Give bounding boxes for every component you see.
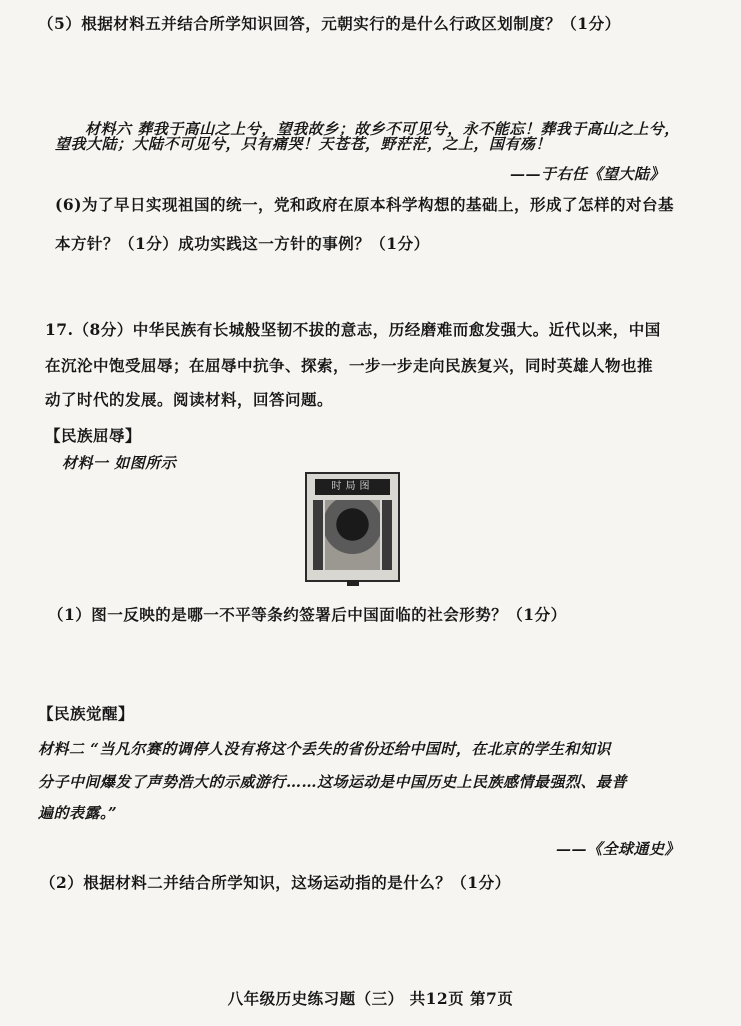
page-footer: 八年级历史练习题（三） 共12页 第7页: [227, 989, 514, 1008]
question-17-line-1: 17.（8分）中华民族有长城般坚韧不拔的意志，历经磨难而愈发强大。近代以来，中国: [45, 320, 661, 339]
question-2: （2）根据材料二并结合所学知识，这场运动指的是什么？（1分）: [40, 873, 511, 892]
question-17-line-3: 动了时代的发展。阅读材料，回答问题。: [45, 390, 334, 409]
section-title-humiliation: 【民族屈辱】: [45, 426, 142, 445]
material-2-line-2: 分子中间爆发了声势浩大的示威游行……这场运动是中国历史上民族感情最强烈、最普: [38, 773, 628, 791]
current-situation-poster-image: [305, 472, 400, 582]
question-1: （1）图一反映的是哪一不平等条约签署后中国面临的社会形势？（1分）: [48, 605, 567, 624]
question-5: （5）根据材料五并结合所学知识回答，元朝实行的是什么行政区划制度？（1分）: [38, 14, 621, 33]
poster-title: 时局图: [315, 479, 390, 495]
question-6-line-1: (6)为了早日实现祖国的统一，党和政府在原本科学构想的基础上，形成了怎样的对台基: [55, 195, 674, 214]
material-2-source: ——《全球通史》: [555, 840, 680, 858]
poster-map: [325, 500, 380, 570]
section-title-awakening: 【民族觉醒】: [38, 704, 135, 723]
poster-side-text-right: [382, 500, 392, 570]
material-6-source: ——于右任《望大陆》: [509, 165, 665, 183]
poster-caption-mark: [347, 580, 359, 586]
question-17-line-2: 在沉沦中饱受屈辱；在屈辱中抗争、探索，一步一步走向民族复兴，同时英雄人物也推: [45, 356, 654, 375]
material-2-line-3: 遍的表露。”: [38, 804, 118, 822]
material-1-label: 材料一 如图所示: [62, 454, 177, 472]
material-6-line-2: 望我大陆；大陆不可见兮，只有痛哭！天苍苍，野茫茫，之上，国有殇！: [55, 135, 552, 153]
material-6-line-1: 材料六 葬我于高山之上兮，望我故乡；故乡不可见兮，永不能忘！葬我于高山之上兮，: [85, 120, 680, 138]
material-2-line-1: 材料二 “当凡尔赛的调停人没有将这个丢失的省份还给中国时，在北京的学生和知识: [38, 740, 611, 758]
poster-side-text-left: [313, 500, 323, 570]
question-6-line-2: 本方针？（1分）成功实践这一方针的事例？（1分）: [55, 234, 430, 253]
